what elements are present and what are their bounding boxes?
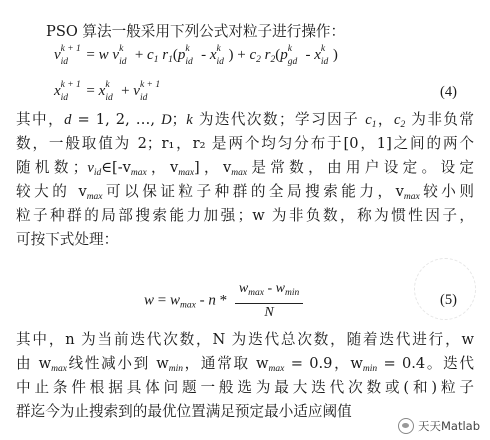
eq-sub: id <box>60 57 69 67</box>
paragraph-line <box>16 354 474 379</box>
eq-sup: k <box>216 44 221 54</box>
eq-numerator <box>235 280 303 304</box>
eq-v: v <box>112 47 120 63</box>
eq-w: w <box>238 281 249 296</box>
equation-position <box>54 80 162 102</box>
eq-plus: + <box>131 47 148 63</box>
eq-minus: - <box>195 292 209 309</box>
text-span: id <box>93 168 102 178</box>
text-span: max <box>178 168 195 178</box>
eq-n: n <box>208 292 216 309</box>
eq-v: v <box>54 47 61 63</box>
text-span: 较小则 <box>419 183 474 200</box>
paragraph-line <box>16 230 474 250</box>
text-span: 为非负常 <box>405 111 474 128</box>
text-span: 线性减小到 w <box>66 355 169 372</box>
eq-sub: 2 <box>270 55 276 65</box>
eq-fraction <box>235 280 303 322</box>
text-span: ； <box>171 111 187 128</box>
eq-paren: ( <box>275 47 281 63</box>
text-span: 其中， <box>16 111 65 128</box>
text-span: c <box>365 112 372 128</box>
text-span: 数，一般取值为 2；r₁，r₂ 是两个均匀分布于[0，1]之间的两个 <box>16 135 474 152</box>
eq-sub: id <box>320 57 329 67</box>
eq-sub: 1 <box>153 55 159 65</box>
text-span: min <box>168 364 183 374</box>
text-span: 群迄今为止搜索到的最优位置满足预定最小适应阈值 <box>16 403 352 420</box>
eq-sub: 1 <box>168 55 173 65</box>
text-span: D <box>161 112 172 128</box>
eq-sub: id <box>185 57 193 67</box>
paragraph-line <box>16 110 474 135</box>
text-span: 1 <box>371 120 377 130</box>
eq-equals: = <box>82 83 99 99</box>
wechat-logo-icon <box>398 418 414 434</box>
eq-x: x <box>98 83 106 99</box>
paragraph-line <box>16 330 474 350</box>
text-span: v <box>87 160 94 176</box>
text-span: c <box>393 112 401 128</box>
eq-r1: r <box>162 47 169 63</box>
paragraph-line <box>16 158 474 183</box>
eq-r2: r <box>264 47 271 63</box>
text-span: ，v <box>146 159 179 176</box>
eq-sup: k <box>185 44 190 54</box>
eq-plus: + <box>233 47 250 63</box>
equation-inertia <box>144 280 307 322</box>
eq-minus: - <box>301 47 315 63</box>
text-span: ]，v <box>194 159 232 176</box>
text-span: max <box>51 364 67 374</box>
faint-seal-icon <box>414 258 476 320</box>
eq-sup: k <box>287 44 292 54</box>
eq-star: * <box>215 292 231 309</box>
text-span: 可以保证粒子种群的全局搜索能力，v <box>102 183 404 200</box>
paragraph-line <box>16 378 474 398</box>
eq-sub: id <box>119 57 127 67</box>
text-span: = 0.4。迭代 <box>377 355 474 372</box>
eq-sub: max <box>248 288 264 298</box>
watermark <box>398 418 480 434</box>
eq-x: x <box>314 47 321 63</box>
intro-text <box>46 22 466 42</box>
text-span: k <box>186 112 193 128</box>
eq-sub: id <box>105 93 113 103</box>
text-span: ∈[-v <box>101 159 131 176</box>
eq-paren: ) <box>332 47 338 63</box>
equation-number-4: (4) <box>440 84 457 100</box>
eq-sub: max <box>180 300 196 311</box>
text-span: 粒子种群的局部搜索能力加强；w 为非负数，称为惯性因子， <box>16 207 474 224</box>
text-span: max <box>130 168 147 178</box>
eq-p: p <box>280 47 288 63</box>
text-span: 是常数，由用户设定。设定 <box>247 159 474 176</box>
paragraph-line <box>16 182 474 207</box>
eq-w: w <box>144 292 155 309</box>
equation-number-5: (5) <box>440 292 457 308</box>
eq-w: w <box>275 281 286 296</box>
text-span: max <box>86 192 103 202</box>
eq-c1: c <box>147 47 154 63</box>
eq-paren: ) <box>228 47 234 63</box>
paragraph-line <box>16 134 474 154</box>
text-span: max <box>231 168 248 178</box>
text-span: ， <box>376 111 394 128</box>
text-span: 较大的 v <box>16 183 87 200</box>
eq-equals: = <box>154 292 170 309</box>
text-span: 随机数； <box>16 159 88 176</box>
text-span: 为迭代次数；学习因子 <box>192 111 366 128</box>
eq-p: p <box>177 47 186 63</box>
eq-c2: c <box>249 47 257 63</box>
eq-v: v <box>133 83 140 99</box>
eq-plus: + <box>117 83 134 99</box>
eq-sub: min <box>285 288 300 298</box>
eq-sup: k + 1 <box>60 44 81 54</box>
eq-sup: k <box>320 44 326 54</box>
text-span: d <box>64 112 72 128</box>
eq-w: w <box>169 292 180 309</box>
equation-velocity <box>54 44 338 71</box>
text-span: max <box>403 192 420 202</box>
eq-w: w <box>98 47 113 63</box>
text-span: = 0.9，w <box>284 355 363 372</box>
text-span: max <box>268 364 285 374</box>
text-span: min <box>362 364 378 374</box>
text-span: ，通常取 w <box>182 355 269 372</box>
text-span: 中止条件根据具体问题一般选为最大迭代次数或(和)粒子 <box>16 379 474 396</box>
eq-denominator: N <box>264 305 274 320</box>
eq-sup: k + 1 <box>139 80 161 90</box>
eq-minus: - <box>264 281 276 296</box>
eq-sub: gd <box>287 57 298 67</box>
eq-sub: id <box>139 93 148 103</box>
text-span: 2 <box>400 120 406 130</box>
text-span: 其中，n 为当前迭代次数，N 为迭代总次数，随着迭代进行，w <box>16 331 474 348</box>
eq-sup: k + 1 <box>60 80 81 90</box>
intro-span: PSO 算法一般采用下列公式对粒子进行操作： <box>46 23 346 40</box>
eq-sub: id <box>60 93 69 103</box>
eq-sup: k <box>119 44 124 54</box>
eq-x: x <box>54 83 61 99</box>
paragraph-line <box>16 206 474 226</box>
text-span: 可按下式处理： <box>16 231 119 248</box>
watermark-text: 天天Matlab <box>417 419 480 433</box>
eq-equals: = <box>82 47 99 63</box>
eq-sup: k <box>105 80 110 90</box>
text-span: = 1, 2, …, <box>71 111 162 128</box>
eq-x: x <box>209 47 217 63</box>
eq-sub: id <box>216 57 224 67</box>
text-span: 由 w <box>16 355 52 372</box>
eq-sub: 2 <box>256 55 261 65</box>
eq-paren: ( <box>172 47 178 63</box>
eq-minus: - <box>197 47 210 63</box>
